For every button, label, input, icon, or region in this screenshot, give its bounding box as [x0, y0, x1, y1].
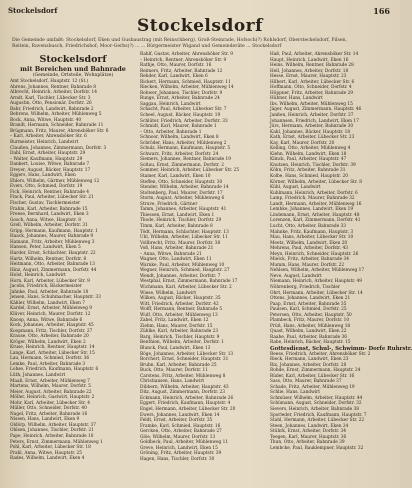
list-item: Ewers, Johannes, Landwirt, Eken 14	[140, 412, 220, 418]
list-item: Schacht, Paul, Arbeiter, Lübecker Str. 7	[140, 107, 227, 113]
list-item: Nehlsen, Wilhelm, Arbeiter, Mühlenweg 17	[270, 268, 365, 274]
list-item: Lüth, Johannes, Landwirt	[10, 372, 66, 378]
list-item: Haupt, Heinrich, Landwirt, Eken 16	[270, 57, 349, 63]
list-item: Westphal, Ernst, Zimmermann, Bahnrade 17	[140, 279, 238, 285]
list-item: Kardel, Ernst, Arbeiter, Mühlenweg 9	[10, 306, 92, 312]
list-item: Heins, Wilhelm, Rentner, Bahnrade 28	[270, 63, 354, 69]
list-item: Brügmann, Fritz, Maurer, Ahrensböker Str. 6	[10, 128, 109, 134]
list-item: Ehlers, Wilhelm, Gärtner, Mühlenweg 12	[10, 178, 100, 184]
list-item: Albrecht, Heinrich, Arbeiter, Dorfstr. 14	[10, 90, 98, 96]
list-item: Dahl, Ernst, Arbeiter, Hauptstr. 29	[10, 151, 86, 157]
list-item: Petersen, Otto, Arbeiter, Hauptstr. 50	[270, 312, 352, 318]
list-item: Mielck, Fritz, Arbeiter, Bahnrade 34	[270, 257, 349, 263]
list-item: Steen, Johannes, Landwirt, Eken 24	[270, 423, 349, 429]
list-item: Rohde, Ernst, Zimmermann, Hauptstr. 24	[270, 368, 361, 374]
list-item: Gosch, Anna, Witwe, Hauptstr. 8	[10, 217, 81, 223]
list-item: Mahnke, Fritz, Kaufmann, Hauptstr. 3	[270, 229, 354, 235]
list-item: Eckmann, Heinrich, Arbeiter, Bahnrade 26	[140, 395, 234, 401]
page-title: Stockelsdorf	[137, 16, 263, 36]
list-item: Schade, Fritz, Arbeiter, Mühlenweg 19	[270, 384, 355, 390]
list-item: Gripp, Hermann, Kaufmann, Hauptstr. 1	[10, 228, 98, 234]
list-item: Ohrt, Hermann, Arbeiter, Lübecker Str. 14	[270, 290, 363, 296]
list-item: Thode, Heinrich, Tischler, Dorfstr. 29	[140, 218, 222, 224]
list-item: Schlie, Hans, Landwirt	[270, 390, 320, 396]
list-item: Burmeister, Heinrich, Landwirt	[10, 140, 79, 146]
list-item: Prahl, Anna, Witwe, Hauptstr. 25	[10, 450, 82, 456]
running-head: Stockelsdorf	[8, 6, 58, 15]
list-item: Glöe, Wilhelm, Maurer, Dorfstr. 13	[140, 434, 216, 440]
list-item: Thiessen, Ernst, Landwirt, Eken 1	[140, 212, 215, 218]
list-item: Klüver, Heinrich, Maurer, Dorfstr. 12	[10, 311, 91, 317]
list-item: Lemke, Paul, Arbeiter, Bahnrade 3	[10, 361, 86, 367]
list-item: Jahnke, Paul, Arbeiter, Bahnrade 18	[10, 289, 89, 295]
section-heading-right: Gottesdienst, Schul-, Schwimm- Dorfe Ruhrstr.	[270, 345, 412, 352]
list-item: Wegner, Heinrich, Schmied, Hauptstr. 27	[140, 268, 230, 274]
list-item: Ahrens, Johannes, Rentner, Bahnrade 8	[10, 84, 96, 90]
list-item: Bahr, Friedrich, Landwirt, Bahnrade 2	[10, 106, 94, 112]
list-item: Blunck, Paul, Landwirt, Eken 13	[140, 345, 211, 351]
list-item: Koopmann, Fritz, Tischler, Dorfstr. 27	[10, 328, 93, 334]
list-item: Brandt, Hermann, Schneider, Bahnrade 11	[10, 123, 104, 129]
list-item: Mau, Hans, Arbeiter, Lübecker Str. 10	[270, 235, 354, 241]
list-item: Schmidt, Karl, Maurer, Bahnrade 1	[140, 124, 217, 130]
list-item: Körner, Wilhelm, Arbeiter, Lübecker Str. 8	[270, 179, 362, 185]
list-item: Riecken, Wilhelm, Arbeiter, Mühlenweg 14	[140, 85, 234, 91]
list-item: Jacobs, Friedrich, Bäckermeister	[10, 284, 82, 290]
list-item: Feldt, Ernst, Arbeiter, Dorfstr. 35	[140, 418, 213, 424]
list-item: Zühlke, Karl, Arbeiter, Bahnrade 23	[140, 329, 219, 335]
list-item: Köhn, Fritz, Arbeiter, Bahnrade 31	[270, 168, 346, 174]
list-item: Stender, Wilhelm, Arbeiter, Bahnrade 14	[140, 185, 229, 191]
list-item: Scheel, August, Bäcker, Hauptstr. 19	[140, 113, 221, 119]
list-item: Greve, Heinrich, Landwirt, Eken 15	[140, 445, 218, 451]
list-item: Amt Stockelsdorf, Hauptstr. 12 (St.)	[10, 79, 89, 84]
list-item: Rabe, Heinrich, Bäcker, Hauptstr. 15	[270, 340, 351, 346]
list-item: Timm, Karl, Arbeiter, Bahnrade 8	[140, 223, 213, 229]
list-item: Dreyer, August, Bäcker, Hauptstr. 17	[10, 167, 91, 173]
list-item: Knutzen, Heinrich, Tischler, Dorfstr. 39	[270, 162, 356, 168]
list-item: Hagen, Hans, Tischler, Dorfstr. 30	[140, 456, 215, 462]
list-item: Stamer, Karl, Landwirt, Eken 10	[140, 174, 211, 180]
list-item: Holst, Heinrich, Landwirt	[10, 273, 66, 279]
list-item: Arndt, Karl, Tischler, Lübecker Str. 3	[10, 95, 91, 101]
list-item: Johannsen, Friedrich, Landwirt, Eken 17	[270, 118, 359, 124]
list-item: Rüder, Karl, Arbeiter, Lübecker Str. 16	[270, 373, 355, 379]
list-item: Lamp, Friedrich, Maurer, Bahnrade 32	[270, 196, 355, 202]
list-item: Paulsen, Karl, Schmied, Dorfstr. 25	[270, 307, 347, 313]
list-item: Schlüter, Friedrich, Arbeiter, Dorfstr. 33	[140, 118, 228, 124]
list-item: Meier, August, Arbeiter, Bahnrade 22	[10, 389, 92, 395]
list-item: Goldbeck, Paul, Arbeiter, Mühlenweg 11	[140, 440, 229, 446]
list-item: Gercken, Otto, Arbeiter, Bahnrade 27	[140, 429, 222, 435]
list-item: Nissen, Hans, Landwirt, Eken 9	[10, 417, 80, 423]
list-item: Mohr, Karl, Arbeiter, Lübecker Str. 4	[10, 400, 91, 406]
list-item: Ibs, Wilhelm, Arbeiter, Mühlenweg 15	[270, 101, 353, 107]
list-item: Rickert, Hermann, Schmied, Hauptstr. 11	[140, 79, 231, 85]
list-item: Hübner, Hans, Landwirt	[270, 96, 323, 102]
list-item: Hinz, August, Zimmermann, Dorfstr. 44	[10, 267, 97, 273]
list-item: Eggert, Friedrich, Kaufmann, Hauptstr. 4	[140, 401, 231, 407]
list-item: Warnke, Paul, Arbeiter, Mühlenweg 10	[140, 262, 225, 268]
list-item: Schulz, Hermann, Kaufmann, Hauptstr. 5	[140, 146, 231, 152]
list-item: Wendt, Johannes, Arbeiter, Dorfstr. 7	[140, 273, 221, 279]
list-item: Martens, Wilhelm, Maurer, Dorfstr. 5	[10, 384, 91, 390]
list-item: Stoltenberg, Paul, Maurer, Dorfstr. 17	[140, 190, 223, 196]
list-item: Kuhlmann, Heinrich, Arbeiter, Dorfstr. 6	[270, 190, 358, 196]
intro-line-2: Reitein, Ravensbusch, Friedrichshof; Moor-Gerbs(?) ... ... Bürgermeister Wigand und Gemeinderäte ... Stockelsdorf	[12, 44, 282, 49]
list-item: Landt, Hermann, Arbeiter, Mühlenweg 16	[270, 201, 362, 207]
list-item: Rades, Wilhelm, Landwirt, Eken 4	[10, 456, 85, 462]
list-item: Lohse, Friedrich, Kaufmann, Hauptstr. 6	[10, 367, 99, 373]
left-entries	[10, 79, 136, 462]
list-item: Raabe, Paul, Arbeiter, Bahnrade 36	[270, 334, 348, 340]
list-item: Meetz, Wilhelm, Landwirt, Eken 20	[270, 240, 348, 246]
list-item: Böge, Johannes, Arbeiter, Lübecker Str. 13	[140, 351, 234, 357]
list-item: Steffen, Otto, Schneider, Hauptstr. 30	[140, 179, 223, 185]
list-item: Rieck, Hermann, Landwirt, Eken 23	[270, 357, 349, 363]
list-item: Struve, Friedrich, Gärtner	[140, 201, 198, 207]
list-item: Sommer, Heinrich, Arbeiter, Lübecker Str. 25	[140, 168, 240, 174]
list-item: Schnoor, Wilhelm, Landwirt, Eken 8	[140, 135, 219, 141]
list-item: Kock, Johannes, Arbeiter, Hauptstr. 45	[10, 323, 94, 329]
list-item: Peters, Ernst, Zimmermann, Mühlenweg 1	[10, 439, 103, 445]
list-item: Bruhn, Karl, Arbeiter, Bahnrade 25	[140, 362, 217, 368]
list-item: Borchert, Ernst, Schneider, Hauptstr. 31	[140, 357, 229, 363]
list-item: Uhl, Wilhelm, Arbeiter, Lübecker Str. 11	[140, 235, 228, 241]
list-item: Soltau, Ernst, Zimmermann, Dorfstr. 2	[140, 162, 224, 168]
list-item: Grell, Wilhelm, Arbeiter, Dorfstr. 31	[10, 223, 88, 229]
list-item: Mumm, Hans, Maurer, Dorfstr. 22	[270, 262, 345, 268]
list-item: Wichmann, Karl, Arbeiter, Lübecker Str. 2	[140, 284, 232, 290]
list-item: Finck, Paul, Arbeiter, Lübecker Str. 21	[10, 195, 94, 201]
list-item: Hamann, Fritz, Arbeiter, Mühlenweg 3	[10, 239, 95, 245]
list-item: Witt, Friedrich, Arbeiter, Dorfstr. 42	[140, 301, 219, 307]
list-item: Saggau, Heinrich, Landwirt	[140, 101, 201, 107]
list-item: Voß, Hans, Arbeiter, Bahnrade 21	[140, 246, 214, 252]
list-item: Dibbern, Wilhelm, Arbeiter, Hauptstr. 43	[140, 384, 229, 390]
list-item: Dankert, Louise, Witwe, Bahnrade 7	[10, 162, 90, 168]
list-item: Reese, Friedrich, Arbeiter, Ahrensböker Str. 2	[270, 351, 371, 357]
column-middle	[140, 52, 266, 462]
list-item: Bock, Anna, Witwe, Hauptstr. 40	[10, 117, 82, 123]
list-item: Engel, Hermann, Arbeiter, Lübecker Str. 20	[140, 407, 236, 412]
section-heading-left	[10, 54, 136, 65]
list-item: – Heinrich, Rentner, Ahrensböker Str. 9	[140, 57, 227, 63]
list-item: Siemers, Johannes, Rentner, Bahnrade 19	[140, 157, 232, 163]
list-item: – Karl, Arbeiter, Ahrensböker Str. 6	[10, 134, 87, 140]
list-item: Buck, Otto, Maurer, Dorfstr. 11	[140, 368, 208, 374]
list-item: Hansen, Peter, Landwirt, Eken 5	[10, 245, 81, 251]
list-item: Hilbert, Karl, Arbeiter, Lübecker Str. 6	[270, 79, 355, 85]
list-item: Tamm, Johannes, Arbeiter, Hauptstr. 41	[140, 207, 227, 213]
list-item: Kühl, August, Landwirt	[270, 185, 321, 191]
list-item: Wolff, Hermann, Rentner, Bahnrade 5	[140, 307, 223, 313]
list-item: Horn, Karl, Arbeiter, Lübecker Str. 9	[10, 278, 90, 284]
list-item: Jäger, August, Zimmermann, Hauptstr. 46	[270, 107, 362, 113]
list-item: Freese, Bernhard, Landwirt, Eken 3	[10, 212, 89, 218]
list-item: Eggers, Hans, Landwirt, Eken	[10, 173, 76, 179]
list-item: Harder, Ernst, Schlachter, Hauptstr. 22	[10, 250, 96, 256]
list-item: Hell, Johannes, Arbeiter, Dorfstr. 18	[270, 68, 349, 74]
list-item: Janßen, Heinrich, Arbeiter, Dorfstr. 37	[270, 113, 354, 119]
list-item: Quast, Wilhelm, Landwirt, Eken 22	[270, 329, 347, 335]
list-item: Mehrens, Paul, Arbeiter, Dorfstr. 43	[270, 246, 348, 252]
list-item: Rathje, Otto, Maurer, Dorfstr. 16	[140, 63, 212, 69]
list-item: Nagel, Fritz, Arbeiter, Bahnrade 16	[10, 411, 88, 417]
list-item: Sass, Otto, Maurer, Bahnrade 37	[270, 379, 342, 385]
list-item: Hartz, Wilhelm, Rentner, Dorfstr. 8	[10, 256, 87, 262]
list-item: Frahm, Karl, Arbeiter, Bahnrade 15	[10, 206, 88, 212]
list-item: Schröder, Hans, Arbeiter, Mühlenweg 2	[140, 140, 227, 146]
list-item: – Otto, Arbeiter, Bahnrade 1	[140, 129, 202, 135]
list-item: Ottens, Johannes, Landwirt, Eken 21	[270, 296, 351, 302]
list-item: Thun, Otto, Arbeiter, Bahnrade 39	[270, 440, 345, 446]
list-item: Ohlsen, Johannes, Tischler, Dorfstr. 21	[10, 428, 94, 434]
list-item: Paap, Ernst, Arbeiter, Bahnrade 35	[270, 301, 347, 307]
list-item: – Walter, Kaufmann, Hauptstr. 29	[10, 156, 83, 162]
list-item: Zabel, Fritz, Landwirt, Eken 12	[140, 318, 209, 324]
list-item: Rohwer, Johannes, Tischler, Dorfstr. 9	[140, 90, 223, 96]
list-item: Kähler, Wilhelm, Landwirt, Eken 7	[10, 300, 85, 306]
page-number: 166	[373, 6, 390, 16]
list-item: Niemann, Heinrich, Arbeiter, Hauptstr. 49	[270, 279, 363, 285]
list-item: Ditz, August, Zimmermann, Dorfstr. 23	[140, 390, 225, 396]
list-item: Teegen, Karl, Maurer, Hauptstr. 36	[270, 434, 347, 440]
list-item: Plambeck, Fritz, Maurer, Dorfstr. 10	[270, 318, 350, 324]
section-subheading-left: mit Bereichen und Bahnrade	[20, 65, 126, 73]
list-item: Rehder, Karl, Landwirt, Eken 6	[140, 74, 208, 80]
list-item: Reimers, Fritz, Arbeiter, Bahnrade 12	[140, 68, 223, 74]
list-item: Hoffmann, Otto, Schneider, Dorfstr. 4	[270, 85, 352, 91]
list-item: Nöhrenberg, Friedrich, Tischler	[270, 284, 340, 290]
list-item: Haß, Paul, Arbeiter, Ahrensböker Str. 14	[270, 52, 359, 57]
list-item: Rix, Johannes, Arbeiter, Dorfstr. 28	[270, 362, 347, 368]
list-item: Neve, August, Landwirt	[270, 273, 322, 279]
list-item: Meyn, Heinrich, Schneider, Hauptstr. 26	[270, 251, 359, 257]
list-item: Stahl, Hermann, Arbeiter, Lübecker Str. 22	[270, 418, 365, 424]
list-item: Sporleder, Friedrich, Kaufmann, Hauptstr. 7	[270, 412, 367, 418]
list-item: Tödt, Hermann, Schlachter, Hauptstr. 13	[140, 229, 229, 235]
list-item: Kolbe, Hans, Schmied, Hauptstr. 20	[270, 174, 348, 180]
list-item: Rahlf, Gustav, Arbeiter, Ahrensböker Str. 9	[140, 52, 234, 57]
list-item: Wulf, Otto, Arbeiter, Mühlenweg 13	[140, 312, 218, 318]
list-item: Framke, Karl, Schmied, Hauptstr. 16	[140, 423, 221, 429]
list-item: Lindemann, Ernst, Arbeiter, Hauptstr. 48	[270, 212, 360, 218]
list-item: Christiansen, Hans, Landwirt	[140, 379, 205, 385]
list-item: Carstens, Fritz, Arbeiter, Mühlenweg 8	[140, 373, 226, 379]
list-item: Benthien, Wilhelm, Arbeiter, Dorfstr. 1	[140, 340, 225, 346]
list-item: Vollbrecht, Fritz, Maurer, Dorfstr. 38	[140, 240, 221, 246]
list-item: Evers, Otto, Schmied, Dorfstr. 19	[10, 184, 83, 190]
list-item: Schwarz, Fritz, Arbeiter, Dorfstr. 24	[140, 151, 219, 157]
list-item: Lembke, Johannes, Landwirt, Eken 19	[270, 207, 354, 213]
list-item: Kath, Ernst, Arbeiter, Lübecker Str. 23	[270, 135, 355, 141]
list-item: Schmüser, Wilhelm, Arbeiter, Hauptstr. 44	[270, 395, 363, 401]
list-item: Prüß, Hans, Arbeiter, Mühlenweg 18	[270, 323, 351, 329]
list-item: – Anna, Witwe, Bahnrade 21	[140, 251, 202, 257]
list-item: Sievers, Heinrich, Arbeiter, Bahnrade 38	[270, 407, 359, 412]
list-item: Höppner, Fritz, Arbeiter, Bahnrade 29	[270, 90, 353, 96]
list-item: Wagner, Otto, Landwirt, Eken 11	[140, 257, 212, 263]
list-item: Ziehm, Hans, Maurer, Dorfstr. 15	[140, 323, 213, 329]
section-note-left: (Gemeinde, Ortsteile, Wohnplätze)	[32, 73, 114, 78]
list-item: Wilken, August, Bäcker, Hauptstr. 35	[140, 296, 221, 302]
list-item: Gröning, Fritz, Arbeiter, Hauptstr. 39	[140, 451, 222, 457]
list-item: Krause, Otto, Arbeiter, Bahnrade 20	[10, 334, 89, 340]
list-item: Haack, Johannes, Maurer, Bahnrade 9	[10, 234, 94, 240]
list-item: Lorenzen, Karl, Zimmermann, Dorfstr. 41	[270, 218, 361, 224]
list-item: Kruse, Heinrich, Rentner, Hauptstr. 14	[10, 345, 95, 351]
list-item: Augustin, Otto, Pensionär, Dorfstr. 26	[10, 101, 92, 107]
column-left	[10, 52, 136, 462]
list-item: Fick, Heinrich, Rentner, Bahnrade 4	[10, 189, 90, 195]
list-item: Maaß, Ernst, Arbeiter, Mühlenweg 7	[10, 378, 90, 384]
list-item: Kröger, Wilhelm, Landwirt, Eken 2	[10, 339, 86, 345]
list-item: Hesse, Ernst, Maurer, Hauptstr. 23	[270, 74, 347, 80]
list-item: Lucht, Otto, Arbeiter, Bahnrade 33	[270, 223, 346, 229]
list-item: Lau, Hermann, Schmied, Dorfstr. 36	[10, 356, 90, 362]
list-item: Lembcke, Paul, Bauklempner, Hauptstr. 32	[270, 445, 364, 451]
list-item: Fischer, Gustav, Tischlermeister	[10, 201, 81, 207]
list-item: Oldörp, Wilhelm, Arbeiter, Hauptstr. 37	[10, 422, 97, 428]
list-item: Pape, Heinrich, Arbeiter, Bahnrade 10	[10, 434, 94, 439]
list-item: Behrens, Wilhelm, Arbeiter, Mühlenweg 5	[10, 112, 102, 118]
list-item: Klinck, Paul, Arbeiter, Hauptstr. 47	[270, 157, 347, 163]
list-item: Storm, August, Arbeiter, Mühlenweg 6	[140, 196, 225, 202]
list-item: Heitmann, Otto, Arbeiter, Bahnrade 13	[10, 262, 95, 268]
list-item: Müller, Otto, Schneider, Dorfstr. 40	[10, 406, 87, 412]
column-right	[270, 52, 412, 451]
list-item: Runge, Ernst, Arbeiter, Bahnrade 24	[140, 96, 220, 102]
list-item: Kelling, Otto, Arbeiter, Mühlenweg 4	[270, 146, 351, 152]
list-item: Lange, Karl, Arbeiter, Lübecker Str. 15	[10, 350, 95, 356]
list-item: Schümann, August, Schneider, Dorfstr. 32	[270, 401, 362, 407]
list-item: Barg, Heinrich, Tischler, Hauptstr. 9	[140, 334, 220, 340]
list-item: Kahl, Johannes, Bäcker, Hauptstr. 18	[270, 129, 351, 135]
list-item: Claußen, Johannes, Zimmermann, Dorfstr. 3	[10, 145, 107, 151]
list-item: Kay, Karl, Maurer, Dorfstr. 20	[270, 140, 335, 146]
list-item: Knoop, Anna, Witwe, Bahnrade 6	[10, 317, 83, 323]
list-item: Jensen, Hans, Schuhmacher, Hauptstr. 33	[10, 295, 101, 301]
section-title: Stockelsdorf	[39, 54, 107, 65]
list-item: Pohl, Karl, Arbeiter, Lübecker Str. 18	[10, 445, 91, 451]
intro-paragraph	[12, 38, 388, 50]
intro-line-1: Die Gemeinde umfaßt: Stockelsdorf, Eken und Gusbaustrag (mit Reinschberg), Groß-Steinrade, Hofsoch(?) Rohlsdorf, Obersteckelsdorf, Pilsen,	[12, 38, 347, 43]
list-item: Kiehn, Wilhelm, Landwirt, Eken 18	[270, 151, 347, 157]
list-item: Wiese, Wilhelm, Landwirt	[140, 290, 197, 296]
list-item: Stührk, Ernst, Arbeiter, Dorfstr. 34	[270, 429, 347, 435]
list-item: Möller, Heinrich, Gastwirt, Hauptstr. 2	[10, 395, 95, 401]
list-item: Jürs, Hermann, Arbeiter, Bahnrade 30	[270, 124, 354, 130]
